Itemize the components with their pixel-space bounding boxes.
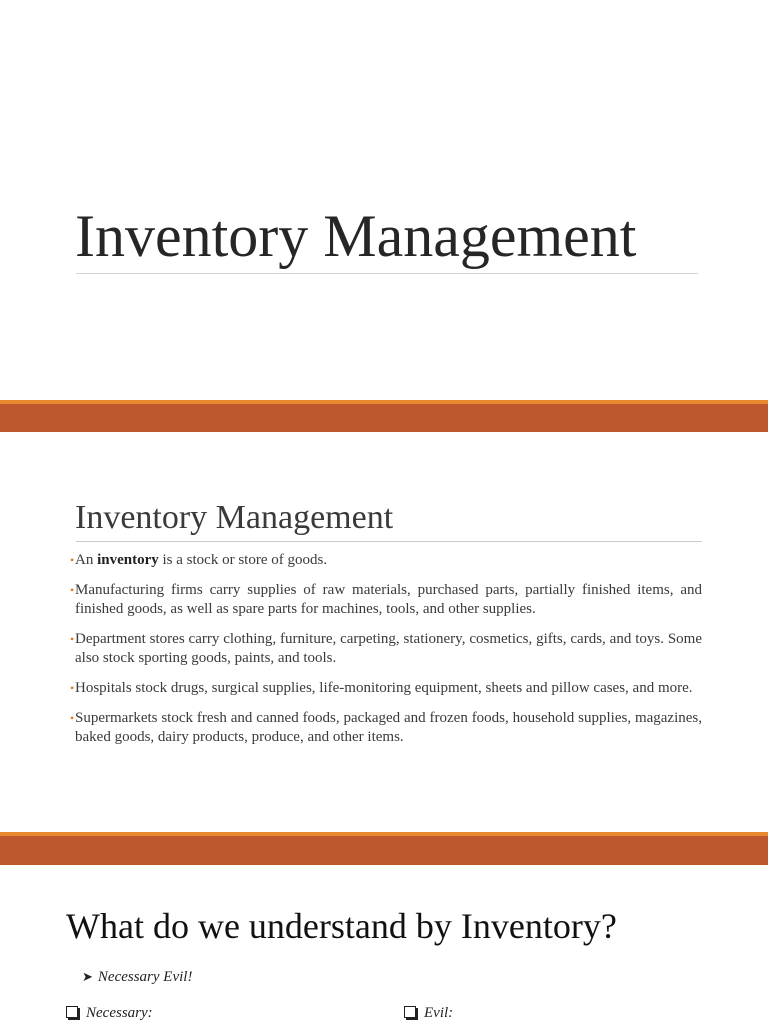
slide-title: Inventory Management <box>75 203 637 269</box>
title-slide <box>0 0 768 400</box>
bullet-term: inventory <box>97 552 159 568</box>
checkbox-list-item <box>404 1004 453 1023</box>
bullet-text-prefix: An <box>75 552 98 568</box>
bullet-item: • Manufacturing firms carry supplies of raw materials, purchased parts, partially finished items, and finished goods, as well as spare parts for machines, tools, and other supplies. <box>70 581 702 619</box>
arrow-item-text: Necessary Evil! <box>97 969 193 985</box>
content-slide <box>0 432 768 832</box>
checkbox-icon <box>66 1006 78 1018</box>
title-underline <box>76 541 702 542</box>
bullet-item <box>70 551 702 570</box>
title-underline <box>76 273 698 274</box>
question-slide <box>0 865 768 1024</box>
bullet-list <box>70 551 702 758</box>
arrow-bullet-icon: ➤ <box>82 970 93 985</box>
slide-separator <box>0 400 768 432</box>
evil-label: Evil: <box>424 1005 454 1021</box>
bullet-text-suffix: is a stock or store of goods. <box>158 552 328 568</box>
slide-separator <box>0 832 768 865</box>
bullet-item: • Department stores carry clothing, furniture, carpeting, stationery, cosmetics, gifts, cards, and toys. Some also stock sporting goods, paints, and tools. <box>70 630 702 668</box>
bullet-item: • Supermarkets stock fresh and canned foods, packaged and frozen foods, household supplies, magazines, baked goods, dairy products, produce, and other items. <box>70 709 702 747</box>
checkbox-icon <box>404 1006 416 1018</box>
slide-title: What do we understand by Inventory? <box>66 906 617 946</box>
necessary-label: Necessary: <box>86 1005 153 1021</box>
bullet-item: • Hospitals stock drugs, surgical supplies, life-monitoring equipment, sheets and pillow cases, and more. <box>70 679 702 698</box>
slide-title: Inventory Management <box>75 499 394 536</box>
checkbox-list-item <box>66 1004 153 1023</box>
arrow-list-item <box>82 968 192 987</box>
